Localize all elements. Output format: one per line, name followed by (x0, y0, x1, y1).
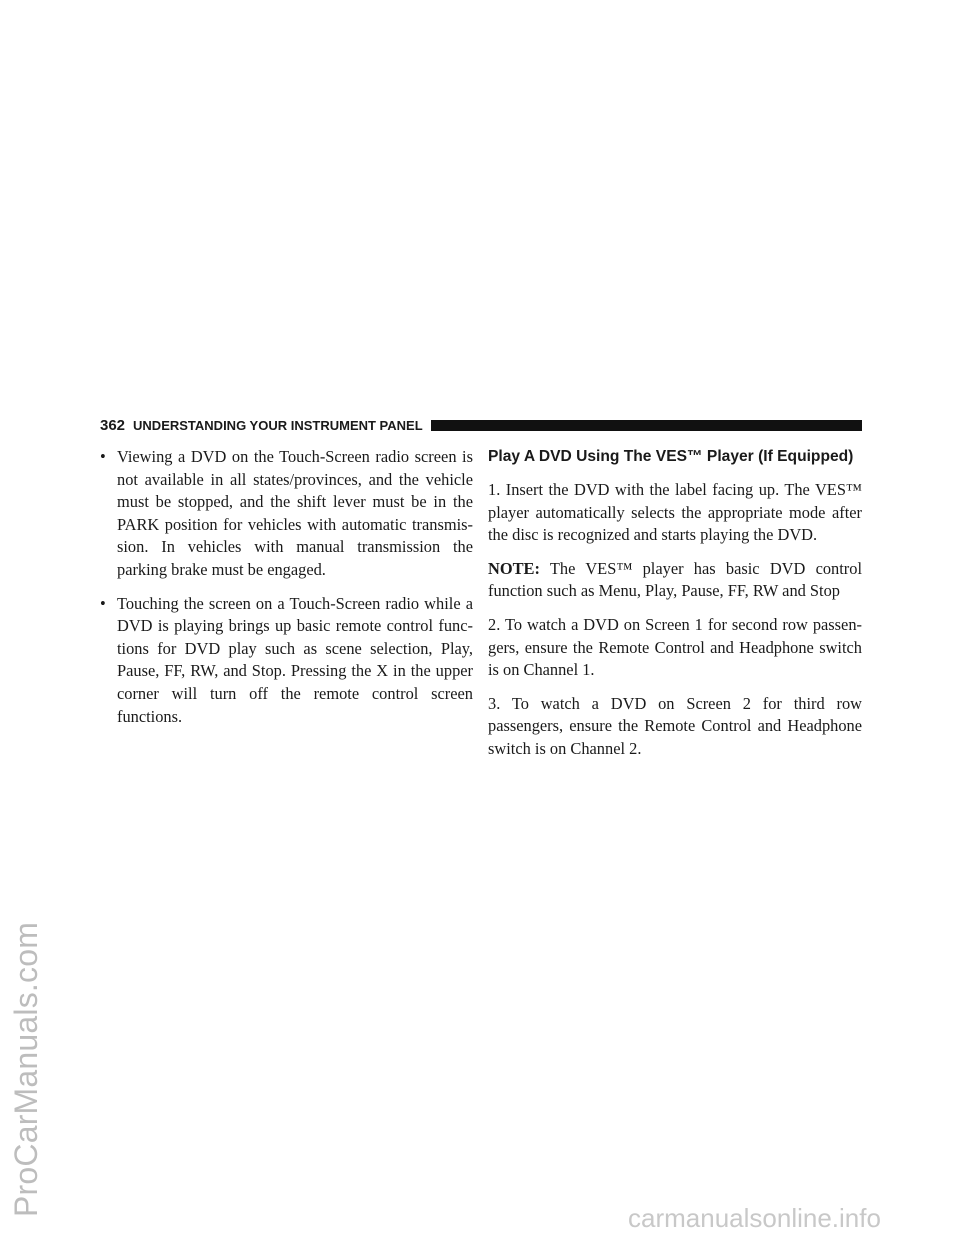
page-header (100, 414, 862, 436)
bullet-text: Touching the screen on a Touch-Screen radio while a DVD is playing brings up basic remote control functions for DVD play such as scene selection, Play, Pause, FF, RW, and Stop. Pressing the X in the upper corner will turn off the remote control screen functions. (117, 593, 473, 726)
right-column (488, 446, 862, 772)
note-label: NOTE: (488, 558, 540, 578)
step-2-paragraph: 2. To watch a DVD on Screen 1 for second row passengers, ensure the Remote Control and Headphone switch is on Channel 1. (488, 614, 862, 680)
page-number: 362 (100, 416, 126, 434)
section-title: UNDERSTANDING YOUR INSTRUMENT PANEL (133, 417, 423, 433)
header-rule (431, 420, 862, 431)
side-watermark: ProCarManuals.com (8, 921, 44, 1217)
step-3-paragraph: 3. To watch a DVD on Screen 2 for third row passengers, ensure the Remote Control and Headphone switch is on Channel 2. (488, 693, 862, 758)
note-text: The VES™ player has basic DVD control function such as Menu, Play, Pause, FF, RW and Stop (488, 558, 862, 601)
step-1-paragraph: 1. Insert the DVD with the label facing up. The VES™ player automatically selects the appropriate mode after the disc is recognized and starts playing the DVD. (488, 480, 862, 545)
bullet-mark: • (100, 593, 106, 613)
bullet-text: Viewing a DVD on the Touch-Screen radio screen is not available in all states/provinces, and the vehicle must be stopped, and the shift lever must be in the PARK position for vehicles with automatic transmission. In vehicles with manual transmission the parking brake must be engaged. (117, 447, 473, 579)
bullet-item (100, 593, 473, 729)
bullet-item (100, 446, 473, 582)
bullet-mark: • (100, 447, 106, 466)
section-heading: Play A DVD Using The VES™ Player (If Equipped) (488, 448, 854, 465)
note-paragraph (488, 558, 862, 603)
left-column (100, 446, 473, 739)
bottom-watermark: carmanualsonline.info (628, 1203, 881, 1233)
